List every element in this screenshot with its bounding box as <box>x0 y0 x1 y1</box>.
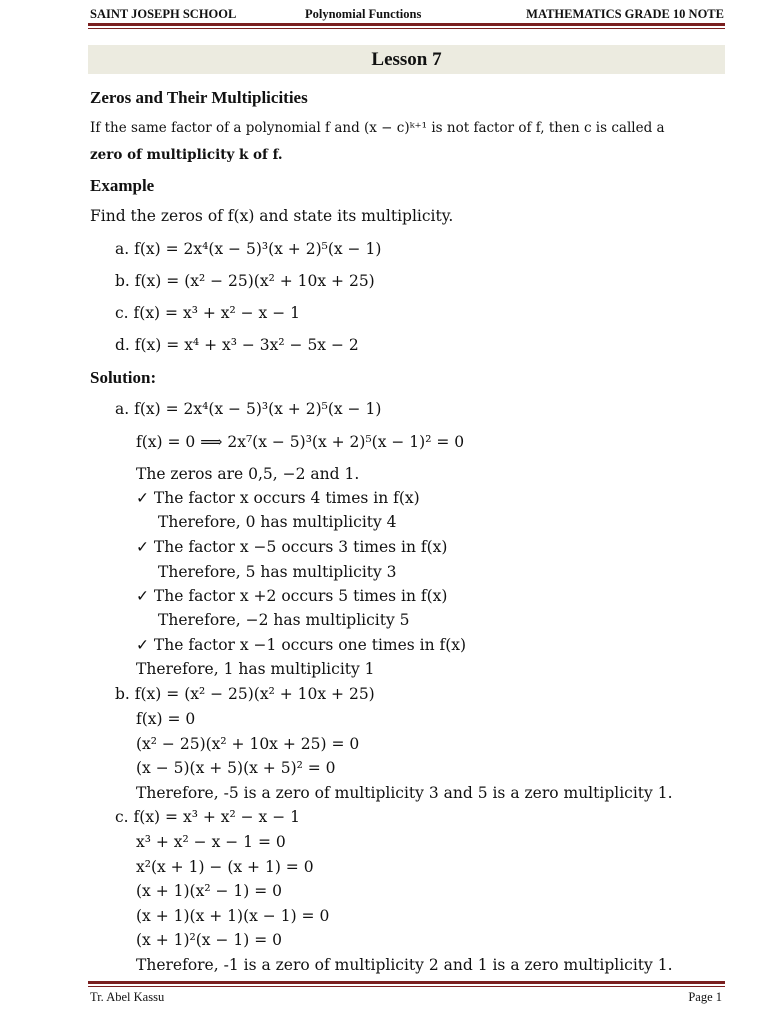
example-item-a: a. f(x) = 2x⁴(x − 5)³(x + 2)⁵(x − 1) <box>115 240 382 258</box>
section-title: Zeros and Their Multiplicities <box>90 88 308 107</box>
example-item-d: d. f(x) = x⁴ + x³ − 3x² − 5x − 2 <box>115 336 359 354</box>
solution-c-step-1: x³ + x² − x − 1 = 0 <box>136 833 286 851</box>
solution-b-conclusion: Therefore, -5 is a zero of multiplicity 3 and 5 is a zero multiplicity 1. <box>136 784 673 802</box>
solution-a-result-4: Therefore, 1 has multiplicity 1 <box>136 660 375 678</box>
definition-line-1: If the same factor of a polynomial f and (x − c)ᵏ⁺¹ is not factor of f, then c is called a <box>90 120 665 136</box>
solution-heading: Solution: <box>90 368 157 387</box>
solution-a-statement: a. f(x) = 2x⁴(x − 5)³(x + 2)⁵(x − 1) <box>115 400 382 418</box>
footer-rule-thick <box>88 981 725 984</box>
example-item-c: c. f(x) = x³ + x² − x − 1 <box>115 304 300 322</box>
example-prompt: Find the zeros of f(x) and state its multiplicity. <box>90 207 454 225</box>
page-header <box>90 5 724 23</box>
solution-b-step-1: f(x) = 0 <box>136 710 196 728</box>
header-course: MATHEMATICS GRADE 10 NOTE <box>526 7 724 21</box>
solution-a-result-1: Therefore, 0 has multiplicity 4 <box>158 513 397 531</box>
solution-c-step-2: x²(x + 1) − (x + 1) = 0 <box>136 858 314 876</box>
definition-line-2: zero of multiplicity k of f. <box>90 147 283 163</box>
footer-page-number: Page 1 <box>688 990 722 1004</box>
example-heading: Example <box>90 176 155 195</box>
solution-a-result-3: Therefore, −2 has multiplicity 5 <box>158 611 410 629</box>
solution-c-step-5: (x + 1)²(x − 1) = 0 <box>136 931 282 949</box>
solution-c-statement: c. f(x) = x³ + x² − x − 1 <box>115 808 300 826</box>
solution-a-result-2: Therefore, 5 has multiplicity 3 <box>158 563 397 581</box>
solution-c-conclusion: Therefore, -1 is a zero of multiplicity 2 and 1 is a zero multiplicity 1. <box>136 956 673 974</box>
solution-a-check-4: ✓ The factor x −1 occurs one times in f(x) <box>136 636 467 654</box>
header-rule-thin <box>88 28 725 29</box>
solution-c-step-3: (x + 1)(x² − 1) = 0 <box>136 882 282 900</box>
solution-a-zeros: The zeros are 0,5, −2 and 1. <box>136 465 360 483</box>
solution-a-step: f(x) = 0 ⟹ 2x⁷(x − 5)³(x + 2)⁵(x − 1)² = 0 <box>136 433 465 451</box>
footer-author: Tr. Abel Kassu <box>90 990 165 1004</box>
example-item-b: b. f(x) = (x² − 25)(x² + 10x + 25) <box>115 272 375 290</box>
lesson-title: Lesson 7 <box>88 45 725 74</box>
solution-c-step-4: (x + 1)(x + 1)(x − 1) = 0 <box>136 907 330 925</box>
solution-a-check-1: ✓ The factor x occurs 4 times in f(x) <box>136 489 420 507</box>
solution-b-step-2: (x² − 25)(x² + 10x + 25) = 0 <box>136 735 360 753</box>
solution-b-step-3: (x − 5)(x + 5)(x + 5)² = 0 <box>136 759 336 777</box>
solution-b-statement: b. f(x) = (x² − 25)(x² + 10x + 25) <box>115 685 375 703</box>
footer-rule-thin <box>88 986 725 987</box>
header-school: SAINT JOSEPH SCHOOL <box>90 7 237 21</box>
header-topic: Polynomial Functions <box>305 7 422 21</box>
solution-a-check-2: ✓ The factor x −5 occurs 3 times in f(x) <box>136 538 448 556</box>
solution-a-check-3: ✓ The factor x +2 occurs 5 times in f(x) <box>136 587 448 605</box>
header-rule-thick <box>88 23 725 26</box>
